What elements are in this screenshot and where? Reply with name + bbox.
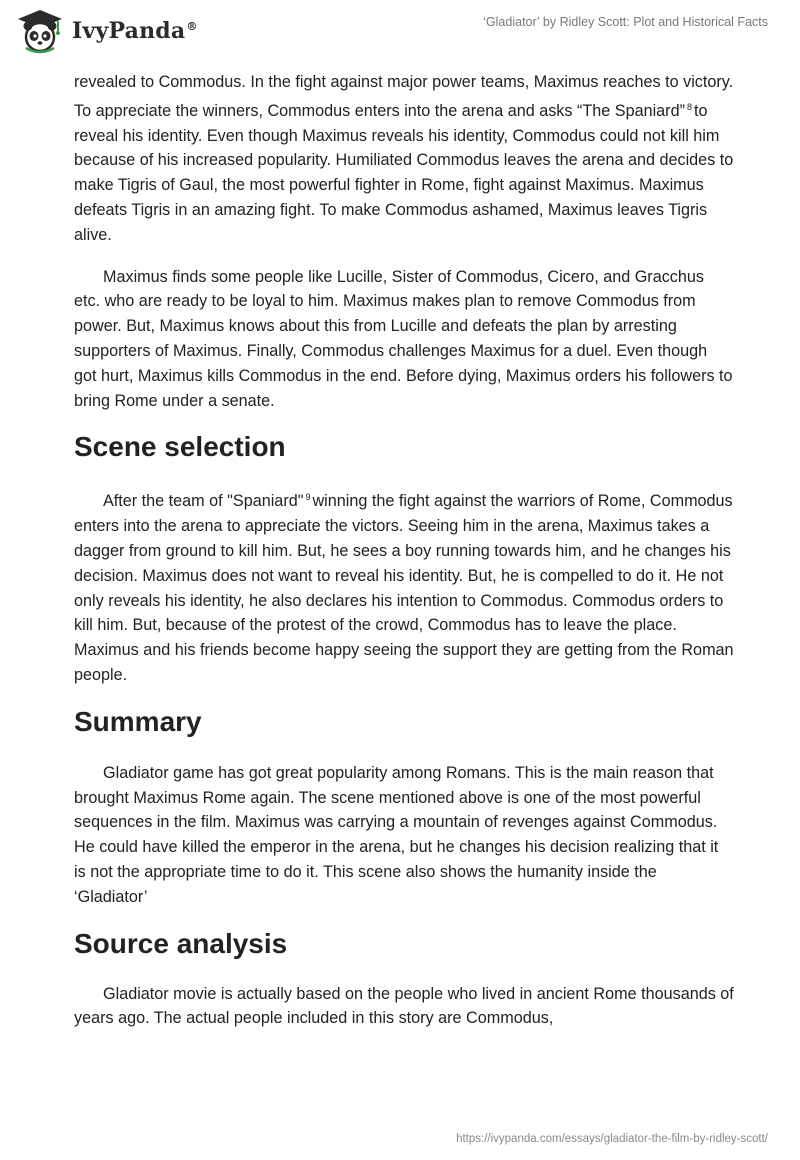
footnote-ref[interactable]: 8 (686, 101, 692, 112)
paragraph: After the team of "Spaniard" $^9$ winning the fight against the warriors of Rome, Commodus enters into the arena to appreciate the victors. Seeing him in the arena, Maximus takes a dagger from ground to kill him. But, he sees a boy running towards him, and he changes his decision. Maximus does not want to reveal his identity. But, he is compelled to do it. He not only reveals his identity, he also declares his intention to Commodus. Commodus orders to kill him. But, because of the protest of the crowd, Commodus has to leave the place. Maximus and his friends become happy seeing the support they are getting from the Roman people. (74, 492, 734, 684)
panda-graduate-icon (14, 8, 66, 54)
paragraph: revealed to Commodus. In the fight against major power teams, Maximus reaches to victory. To appreciate the winners, Commodus enters into the arena and asks “The Spaniard” $^8$ to reveal his identity. Even though Maximus reveals his identity, Commodus could not kill him because of his increased popularity. Humiliated Commodus leaves the arena and decides to make Tigris of Gaul, the most powerful fighter in Rome, fight against Maximus. Maximus defeats Tigris in an amazing fight. To make Commodus ashamed, Maximus leaves Tigris alive. (74, 73, 734, 244)
section-heading-scene-selection: Scene selection (74, 431, 286, 463)
ivypanda-logo[interactable] (14, 8, 198, 54)
paragraph: Gladiator game has got great popularity among Romans. This is the main reason that brought Maximus Rome again. The scene mentioned above is one of the most powerful sequences in the film. Maximus was carrying a mountain of revenges against Commodus. He could have killed the emperor in the arena, but he changes his decision realizing that it is not the appropriate time to do it. This scene also shows the humanity inside the ‘Gladiator’ (74, 763, 719, 906)
brand-name: IvyPanda® (72, 18, 198, 44)
paragraph: Maximus finds some people like Lucille, Sister of Commodus, Cicero, and Gracchus etc. who are ready to be loyal to him. Maximus makes plan to remove Commodus from power. But, Maximus knows about this from Lucille and defeats the plan by arresting supporters of Maximus. Finally, Commodus challenges Maximus for a duel. Even though got hurt, Maximus kills Commodus in the end. Before dying, Maximus orders his followers to bring Rome under a senate. (74, 267, 733, 410)
source-url[interactable]: https://ivypanda.com/essays/gladiator-the-film-by-ridley-scott/ (456, 1133, 768, 1145)
footnote-ref[interactable]: 9 (305, 492, 311, 503)
section-heading-source-analysis: Source analysis (74, 927, 288, 959)
paragraph: Gladiator movie is actually based on the people who lived in ancient Rome thousands of years ago. The actual people included in this story are Commodus, (74, 984, 734, 1028)
article-body (74, 70, 734, 1031)
page-header (0, 0, 800, 62)
document-title: ‘Gladiator’ by Ridley Scott: Plot and Historical Facts (483, 15, 768, 29)
section-heading-summary: Summary (74, 705, 202, 737)
